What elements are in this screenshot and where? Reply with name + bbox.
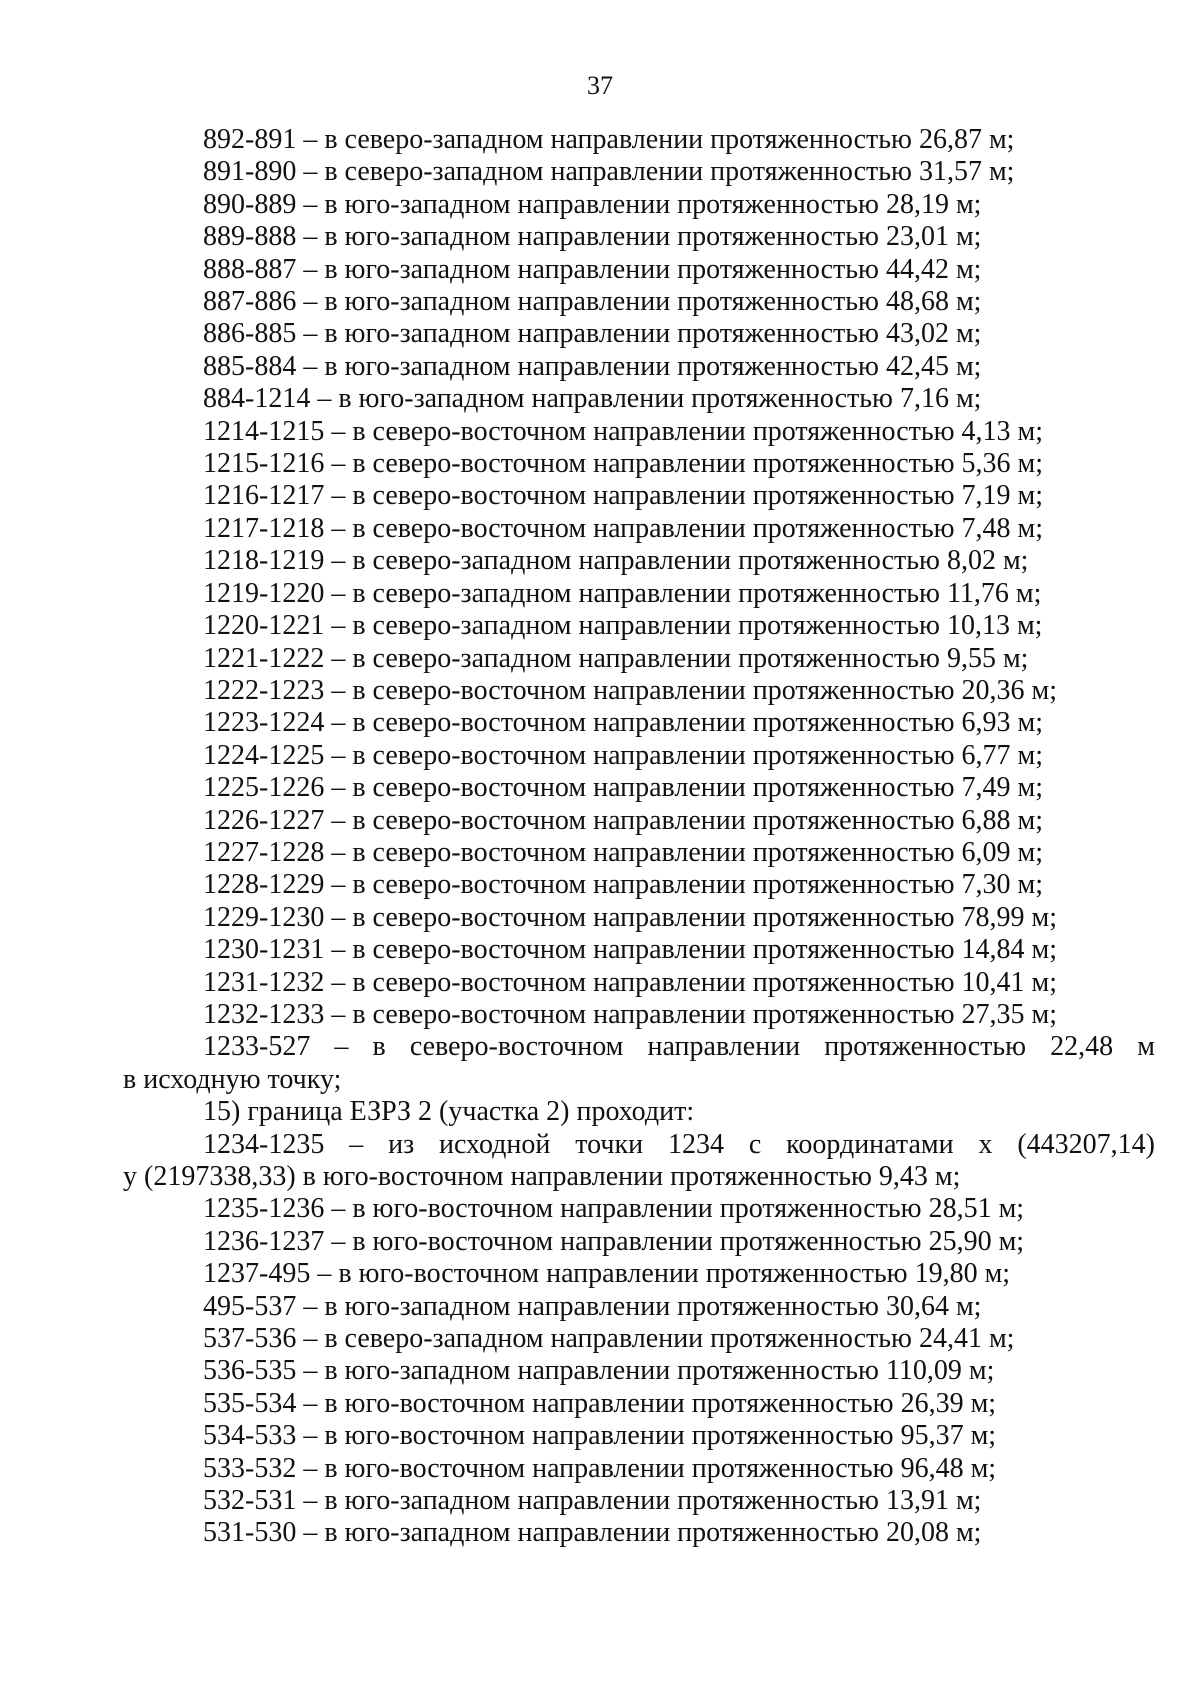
segment-list-part-2 (123, 1193, 1155, 1549)
segment-list-part-1 (123, 124, 1155, 1031)
start-segment-continuation: у (2197338,33) в юго-восточном направлении протяженностью 9,43 м; (123, 1161, 961, 1192)
segment-line: 885-884 – в юго-западном направлении протяженностью 42,45 м; (203, 350, 982, 382)
segment-line: 1215-1216 – в северо-восточном направлении протяженностью 5,36 м; (203, 448, 1044, 480)
justified-word: – (334, 1031, 349, 1063)
segment-line: 1237-495 – в юго-восточном направлении протяженностью 19,80 м; (203, 1258, 1011, 1290)
justified-word: в (372, 1031, 386, 1063)
segment-line: 884-1214 – в юго-западном направлении протяженностью 7,16 м; (203, 383, 982, 415)
justified-word: координатами (786, 1128, 954, 1160)
segment-line: 531-530 – в юго-западном направлении протяженностью 20,08 м; (203, 1517, 982, 1549)
segment-line: 536-535 – в юго-западном направлении протяженностью 110,09 м; (203, 1355, 995, 1387)
justified-word: 1234 (667, 1128, 724, 1160)
justified-word: исходной (439, 1128, 551, 1160)
segment-line: 1235-1236 – в юго-восточном направлении протяженностью 28,51 м; (203, 1193, 1025, 1225)
section-heading: 15) граница ЕЗРЗ 2 (участка 2) проходит: (203, 1096, 695, 1128)
segment-line: 1229-1230 – в северо-восточном направлении протяженностью 78,99 м; (203, 901, 1058, 933)
justified-word: направлении (647, 1031, 801, 1063)
justified-word: точки (575, 1128, 644, 1160)
segment-line: 1216-1217 – в северо-восточном направлении протяженностью 7,19 м; (203, 480, 1044, 512)
segment-line: 891-890 – в северо-западном направлении протяженностью 31,57 м; (203, 156, 1015, 188)
justified-word: 1234-1235 (203, 1128, 325, 1160)
segment-line: 1236-1237 – в юго-восточном направлении протяженностью 25,90 м; (203, 1225, 1025, 1257)
segment-line: 533-532 – в юго-восточном направлении протяженностью 96,48 м; (203, 1452, 997, 1484)
segment-line: 1226-1227 – в северо-восточном направлении протяженностью 6,88 м; (203, 804, 1044, 836)
start-segment-line (123, 1129, 1155, 1161)
justified-word: северо-восточном (409, 1031, 624, 1063)
segment-line: 887-886 – в юго-западном направлении протяженностью 48,68 м; (203, 286, 982, 318)
segment-line: 1231-1232 – в северо-восточном направлении протяженностью 10,41 м; (203, 966, 1058, 998)
segment-line: 886-885 – в юго-западном направлении протяженностью 43,02 м; (203, 318, 982, 350)
justified-word: с (748, 1128, 762, 1160)
justified-word: из (388, 1128, 415, 1160)
segment-line: 1221-1222 – в северо-западном направлении протяженностью 9,55 м; (203, 642, 1029, 674)
justified-word: х (978, 1128, 993, 1160)
segment-line: 1223-1224 – в северо-восточном направлении протяженностью 6,93 м; (203, 707, 1044, 739)
justified-word: (443207,14) (1017, 1128, 1155, 1160)
segment-line: 534-533 – в юго-восточном направлении протяженностью 95,37 м; (203, 1420, 997, 1452)
segment-line: 1225-1226 – в северо-восточном направлении протяженностью 7,49 м; (203, 772, 1044, 804)
segment-line: 1218-1219 – в северо-западном направлении протяженностью 8,02 м; (203, 545, 1029, 577)
page-number: 37 (587, 71, 613, 100)
segment-line: 495-537 – в юго-западном направлении протяженностью 30,64 м; (203, 1290, 982, 1322)
document-body (123, 124, 1155, 1550)
segment-line: 1222-1223 – в северо-восточном направлении протяженностью 20,36 м; (203, 674, 1058, 706)
segment-line: 890-889 – в юго-западном направлении протяженностью 28,19 м; (203, 188, 982, 220)
segment-line: 1214-1215 – в северо-восточном направлении протяженностью 4,13 м; (203, 415, 1044, 447)
segment-line: 1230-1231 – в северо-восточном направлении протяженностью 14,84 м; (203, 934, 1058, 966)
justified-word: – (349, 1128, 364, 1160)
justified-word: протяженностью (824, 1031, 1027, 1063)
segment-line: 537-536 – в северо-западном направлении протяженностью 24,41 м; (203, 1323, 1015, 1355)
segment-line: 535-534 – в юго-восточном направлении протяженностью 26,39 м; (203, 1387, 997, 1419)
segment-line: 1220-1221 – в северо-западном направлении протяженностью 10,13 м; (203, 610, 1043, 642)
segment-line: 889-888 – в юго-западном направлении протяженностью 23,01 м; (203, 221, 982, 253)
justified-word: м (1137, 1031, 1155, 1063)
segment-line: 1227-1228 – в северо-восточном направлении протяженностью 6,09 м; (203, 836, 1044, 868)
segment-line: 892-891 – в северо-западном направлении протяженностью 26,87 м; (203, 124, 1015, 155)
segment-line: 1217-1218 – в северо-восточном направлении протяженностью 7,48 м; (203, 512, 1044, 544)
segment-line: 1224-1225 – в северо-восточном направлении протяженностью 6,77 м; (203, 739, 1044, 771)
segment-line: 1232-1233 – в северо-восточном направлении протяженностью 27,35 м; (203, 998, 1058, 1030)
segment-line: 1228-1229 – в северо-восточном направлении протяженностью 7,30 м; (203, 869, 1044, 901)
segment-line: 532-531 – в юго-западном направлении протяженностью 13,91 м; (203, 1485, 982, 1517)
segment-line: 1219-1220 – в северо-западном направлении протяженностью 11,76 м; (203, 577, 1042, 609)
segment-line: 888-887 – в юго-западном направлении протяженностью 44,42 м; (203, 253, 982, 285)
justified-word: 1233-527 (203, 1031, 311, 1063)
final-segment-continuation: в исходную точку; (123, 1063, 342, 1095)
justified-word: 22,48 (1050, 1031, 1114, 1063)
final-segment-line (123, 1031, 1155, 1063)
